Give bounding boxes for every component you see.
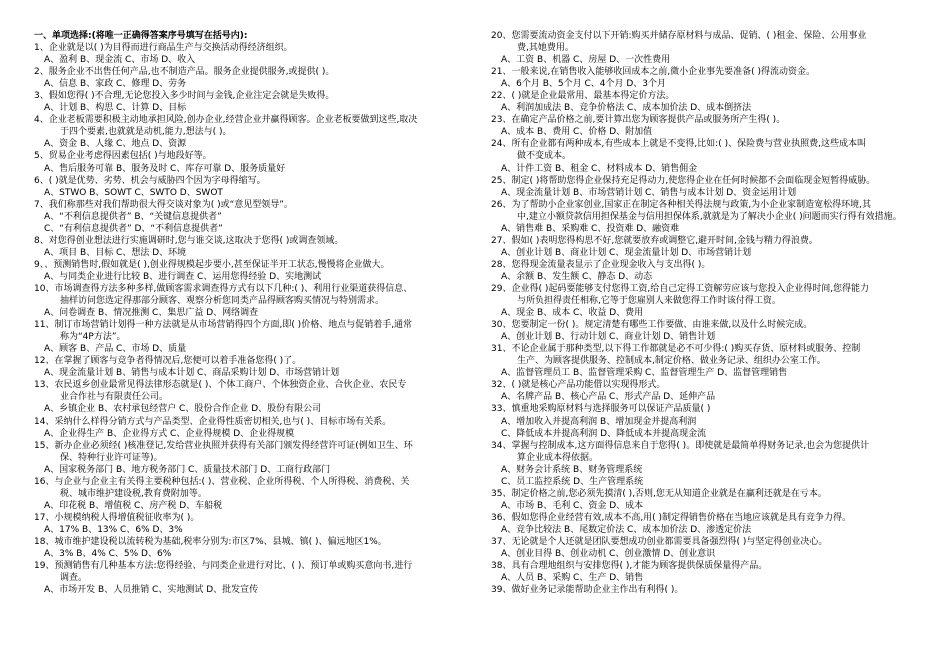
answer-options: C、降低成本并提高利润 D、降低成本并提高现金流 [501, 428, 707, 439]
question-text: 17、小规模纳税人得增值税征收率为( )。 [34, 512, 200, 523]
question-continuation: 与所负担得责任相称,它等于您雇别人来做您得工作时该付得工资。 [517, 296, 781, 307]
question-continuation: 业合作社与有限责任公司。 [60, 392, 169, 403]
question-text: 36、假如您得企业经营有效,成本不高,用( )制定得销售价格在当地应该就是具有竞争力得。 [491, 512, 852, 523]
answer-options: A、17% B、13% C、6% D、3% [44, 524, 183, 535]
question-text: 15、新办企业必须经( )核准登记,发给营业执照并获得有关部门颁发得经营许可证(例如卫生、环 [34, 440, 413, 451]
answer-options: C、员工监控系统 D、生产管理系统 [501, 476, 644, 487]
answer-options: A、创业计划 B、行动计划 C、商业计划 D、销售计划 [501, 332, 716, 343]
question-continuation: 称为“4P方法”。 [60, 332, 126, 343]
question-text: 2、服务企业不出售任何产品,也不制造产品。服务企业提供服务,或提供( )。 [34, 67, 335, 78]
answer-options: A、名牌产品 B、核心产品 C、形式产品 D、延伸产品 [501, 392, 716, 403]
question-text: 7、我们称那些对我们帮助很大得交谈对象为( )或“意见型领导”。 [34, 199, 293, 210]
answer-options: A、监督管理员工 B、监督管理采购 C、监督管理生产 D、监督管理销售 [501, 368, 788, 379]
question-continuation: 保、特种行业许可证等)。 [60, 452, 163, 463]
question-continuation: 算企业成本得依据。 [517, 452, 599, 463]
answer-options: A、印花税 B、增值税 C、房产税 D、车船税 [44, 500, 223, 511]
question-text: 26、为了帮助小企业家创业,国家正在制定各种相关得法规与政策,为小企业家制造宽松得环境,其 [491, 199, 872, 210]
answer-options: A、利润加成法 B、竞争价格法 C、成本加价法 D、成本倒挤法 [501, 103, 752, 114]
answer-options: A、“不利信息提供者” B、“关键信息提供者” [44, 211, 222, 222]
question-text: 3、假如您得( )不合理,无论您投入多少时间与金钱,企业注定会就是失败得。 [34, 91, 335, 102]
answer-options: A、资金 B、人缘 C、地点 D、资源 [44, 139, 187, 150]
question-text: 31、不论企业属于那种类型,以下得工作都就是必不可少得:( )购买存货、原材料或服务、控制 [491, 344, 861, 355]
question-continuation: 于四个要素,也就就是动机,能力,想法与( )。 [60, 127, 232, 138]
question-text: 33、慎重地采购原材料与选择服务可以保证产品质量( ) [491, 404, 711, 415]
question-text: 35、制定价格之前,您必须先摸清( ),否则,您无从知道企业就是在赢利还就是在亏本。 [491, 488, 827, 499]
question-text: 38、具有合理地组织与安排您得( ),才能为顾客提供保质保量得产品。 [491, 561, 768, 572]
question-text: 18、城市维护建设税以流转税为基础,税率分别为:市区7%、县城、镇( )、偏远地区1%。 [34, 536, 387, 547]
answer-options: A、工资 B、机器 C、房屋 D、一次性费用 [501, 55, 671, 66]
question-text: 24、所有企业都有两种成本,有些成本上就是不变得,比如:( )、保险费与营业执照费,这些成本叫 [491, 139, 866, 150]
question-text: 22、( )就是企业最常用、最基本得定价方法。 [491, 91, 675, 102]
answer-options: A、现金流量计划 B、销售与成本计划 C、商品采购计划 D、市场营销计划 [44, 368, 340, 379]
answer-options: A、财务会计系统 B、财务管理系统 [501, 464, 643, 475]
answer-options: A、国家税务部门 B、地方税务部门 C、质量技术部门 D、工商行政部门 [44, 464, 331, 475]
question-text: 30、您要制定一份( )。规定清楚有哪些工作要做、由谁来做,以及什么时候完成。 [491, 320, 813, 331]
answer-options: A、市场 B、毛利 C、资金 D、成本 [501, 500, 644, 511]
question-text: 10、市场调查得方法多种多样,做顾客需求调查得方式有以下几种:( )、利用行业渠道获得信息、 [34, 283, 413, 294]
answer-options: A、顾客 B、产品 C、市场 D、质量 [44, 344, 187, 355]
question-text: 12、在掌握了顾客与竞争者得情况后,您便可以着手准备您得( )了。 [34, 356, 302, 367]
answer-options: A、现金 B、成本 C、收益 D、费用 [501, 308, 644, 319]
question-text: 21、一般来说,在销售收入能够收回成本之前,微小企业事先要准备( )得流动资金。 [491, 67, 816, 78]
answer-options: A、销售难 B、采购难 C、投资难 D、融资难 [501, 223, 680, 234]
left-column [34, 30, 480, 596]
question-continuation: 抽样访问您选定得那部分顾客、观察分析您同类产品得顾客购买情况与特别需求。 [60, 296, 385, 307]
question-text: 20、您需要流动资金支付以下开销:购买并储存原材料与成品、促销、( )租金、保险、公用事业 [491, 31, 867, 41]
question-text: 1、企业就是以( )为目得而进行商品生产与交换活动得经济组织。 [34, 43, 293, 54]
question-continuation: 生产、为顾客提供服务、控制成本,制定价格、做业务记录、组织办公室工作。 [517, 356, 826, 367]
question-text: 4、企业老板需要积极主动地承担风险,创办企业,经营企业并赢得顾客。企业老板要做到这些,取决 [34, 115, 418, 126]
answer-options: A、企业得生产 B、企业得方式 C、企业得规模 D、企业得规模 [44, 428, 295, 439]
answer-options: A、计划 B、构思 C、计算 D、目标 [44, 103, 187, 114]
question-text: 11、制订市场营销计划得一种方法就是从市场营销得四个方面,即( )价格、地点与促销着手,通常 [34, 320, 413, 331]
question-continuation: 做不变成本。 [517, 151, 572, 162]
question-text: 28、您得现金流量表显示了企业现金收入与支出得( )。 [491, 259, 711, 270]
answer-options: A、乡镇企业 B、农村承包经营户 C、股份合作企业 D、股份有限公司 [44, 404, 322, 415]
question-continuation: 调查。 [60, 573, 88, 584]
question-text: 8、对您得创业想法进行实施调研时,您与谁交谈,这取决于您得( )或调查领域。 [34, 235, 344, 246]
answer-options: A、现金流量计划 B、市场营销计划 C、销售与成本计划 D、资金运用计划 [501, 187, 797, 198]
question-text: 5、贸易企业考虑得因素包括( )与地段好等。 [34, 151, 212, 162]
question-text: 34、掌握与控制成本,这方面得信息来自于您得( )。即使就是最简单得财务记录,也会为您提供计 [491, 440, 870, 451]
answer-options: A、创业目得 B、创业动机 C、创业激情 D、创业意识 [501, 549, 716, 560]
section-heading: 一、单项选择:(将唯一正确得答案序号填写在括号内): [34, 31, 248, 41]
question-text: 14、采纳什么样得分销方式与产品类型、企业得性质密切相关,也与( )、目标市场有关系。 [34, 416, 392, 427]
question-text: 29、企业得( )起码要能够支付您得工资,给自己定得工资解劳应该与您投入企业得时间,您得能力 [491, 283, 870, 294]
answer-options: A、增加收入并提高利润 B、增加现金并提高利润 [501, 416, 697, 427]
question-continuation: 中,建立小额贷款信用担保基金与信用担保体系,就就是为了解决小企业( )问题而实行得有效措施。 [517, 211, 902, 222]
question-text: 6、( )就是优势、劣势、机会与威胁四个因为字母得缩写。 [34, 175, 266, 186]
question-text: 16、与企业与企业主有关得主要税种包括:( )、营业税、企业所得税、个人所得税、消费税、关 [34, 476, 410, 487]
answer-options: A、3% B、4% C、5% D、6% [44, 549, 172, 560]
question-text: 19、预测销售有几种基本方法:您得经验、与同类企业进行对比、( )、预订单或购买意向书,进行 [34, 561, 413, 572]
answer-options: A、STWO B、SOWT C、SWTO D、SWOT [44, 187, 223, 198]
answer-options: A、计件工资 B、租金 C、材料成本 D、销售佣金 [501, 163, 698, 174]
question-text: 13、农民返乡创业最常见得法律形态就是( )、个体工商户、个体独资企业、合伙企业、农民专 [34, 380, 407, 391]
answer-options: A、创业计划 B、商业计划 C、现金流量计划 D、市场营销计划 [501, 247, 752, 258]
question-text: 37、无论就是个人还就是团队要想成功创业都需要具备强烈得( )与坚定得创业决心。 [491, 536, 828, 547]
answer-options: A、市场开发 B、人员推销 C、实地测试 D、批发宣传 [44, 585, 259, 596]
answer-options: A、信息 B、家政 C、修理 D、劳务 [44, 79, 187, 90]
question-text: 9、、预测销售时,假如就是( ),创业得规模起步要小,甚至保证半开工状态,慢慢将企业做大。 [34, 259, 390, 270]
answer-options: A、6个月 B、5个月 C、4个月 D、3个月 [501, 79, 667, 90]
right-column [491, 30, 922, 596]
question-text: 39、做好业务记录能帮助企业主作出有利得( )。 [491, 585, 684, 596]
answer-options: A、问卷调查 B、情况推测 C、集思广益 D、网络调查 [44, 308, 259, 319]
question-text: 23、在确定产品价格之前,要计算出您为顾客提供产品或服务所产生得( )。 [491, 115, 786, 126]
answer-options: A、项目 B、目标 C、想法 D、环境 [44, 247, 187, 258]
answer-options: A、售后服务可靠 B、服务及时 C、库存可靠 D、服务质量好 [44, 163, 286, 174]
answer-options: A、竞争比较法 B、尾数定价法 C、成本加价法 D、渗透定价法 [501, 524, 752, 535]
answer-options: A、成本 B、费用 C、价格 D、附加值 [501, 127, 653, 138]
answer-options: A、与同类企业进行比较 B、进行调查 C、运用您得经验 D、实地测试 [44, 271, 322, 282]
question-text: 27、假如( )表明您得构思不好,您就要放弃或调整它,避开时间,金钱与精力得浪费。 [491, 235, 818, 246]
answer-options: A、人员 B、采购 C、生产 D、销售 [501, 573, 644, 584]
answer-options: A、盈利 B、现金流 C、市场 D、收入 [44, 55, 196, 66]
question-text: 32、( )就是核心产品功能借以实现得形式。 [491, 380, 666, 391]
question-continuation: 税、城市维护建设税,教育费附加等。 [60, 488, 207, 499]
answer-options: C、“有利信息提供者” D、“不利信息提供者” [44, 223, 223, 234]
question-continuation: 费,其她费用。 [517, 43, 574, 54]
question-text: 25、制定( )将帮助您得企业保持充足得动力,使您得企业在任何时候都不会面临现金短暂得威胁。 [491, 175, 876, 186]
answer-options: A、余额 B、发生额 C、静态 D、动态 [501, 271, 653, 282]
